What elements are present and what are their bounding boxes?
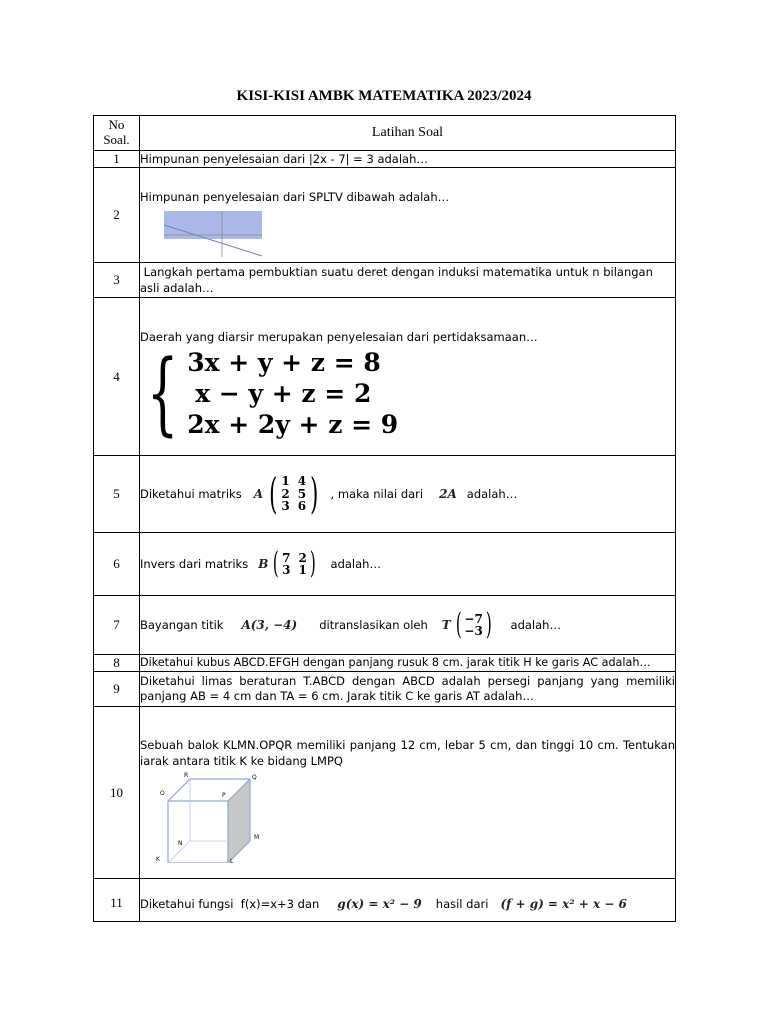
vertex-label-l: L xyxy=(230,857,234,863)
header-no: No Soal. xyxy=(94,116,140,151)
equation-system xyxy=(140,340,675,446)
row-number: 4 xyxy=(94,298,140,456)
table-row xyxy=(94,263,676,298)
question-text: Himpunan penyelesaian dari |2x - 7| = 3 adalah… xyxy=(140,151,676,168)
row-number: 1 xyxy=(94,151,140,168)
table-row xyxy=(94,168,676,263)
question-text: Himpunan penyelesaian dari SPLTV dibawah adalah… xyxy=(140,190,450,205)
equation-2: x − y + z = 2 xyxy=(195,379,372,409)
vertex-label-k: K xyxy=(156,855,160,863)
table-row xyxy=(94,707,676,879)
page-title: KISI-KISI AMBK MATEMATIKA 2023/2024 xyxy=(236,88,532,104)
question-text: Sebuah balok KLMN.OPQR memiliki panjang 12 cm, lebar 5 cm, dan tinggi 10 cm. Tentukan iarak antara titik K ke bidang LMPQ xyxy=(140,737,675,768)
matrix-a xyxy=(253,469,323,519)
shaded-region-graph xyxy=(164,211,264,257)
question-text: ditranslasikan oleh xyxy=(319,618,428,633)
paren-left-icon: ( xyxy=(455,607,462,643)
cuboid-diagram xyxy=(150,771,270,863)
paren-right-icon: ) xyxy=(310,469,319,519)
table-row xyxy=(94,879,676,922)
row-number: 9 xyxy=(94,672,140,707)
vertex-label-m: M xyxy=(254,833,260,841)
table-row xyxy=(94,298,676,456)
equation-3: 2x + 2y + z = 9 xyxy=(187,410,399,440)
matrix-cell: 1 xyxy=(281,474,290,489)
question-text: Langkah pertama pembuktian suatu deret dengan induksi matematika untuk n bilangan asli adalah… xyxy=(140,263,676,298)
expression-2a: 2A xyxy=(439,486,457,501)
question-text: Bayangan titik xyxy=(140,618,224,633)
brace-icon: { xyxy=(146,340,179,446)
table-header-row xyxy=(94,116,676,151)
equation-1: 3x + y + z = 8 xyxy=(187,347,381,377)
question-text: adalah… xyxy=(466,487,518,502)
question-text: hasil dari xyxy=(435,897,489,912)
paren-right-icon: ) xyxy=(485,607,492,643)
table-row xyxy=(94,456,676,533)
matrix-b xyxy=(258,546,318,582)
matrix-label: B xyxy=(258,556,269,571)
matrix-cell: 3 xyxy=(281,499,290,514)
matrix-cell: −7 xyxy=(464,611,483,626)
matrix-cell: 2 xyxy=(281,486,290,501)
matrix-label: T xyxy=(441,617,451,632)
matrix-cell: 2 xyxy=(298,550,307,565)
question-text: Diketahui kubus ABCD.EFGH dengan panjang rusuk 8 cm. jarak titik H ke garis AC adalah… xyxy=(140,655,676,672)
matrix-cell: 7 xyxy=(282,550,291,565)
shaded-triangle xyxy=(164,239,262,256)
expression-f-plus-g: (f + g) = x² + x − 6 xyxy=(500,896,627,911)
row-number: 7 xyxy=(94,596,140,655)
row-number: 5 xyxy=(94,456,140,533)
question-text: adalah… xyxy=(510,618,561,633)
matrix-label: A xyxy=(253,486,264,501)
expression-g: g(x) = x² − 9 xyxy=(337,896,422,911)
row-number: 11 xyxy=(94,879,140,922)
table-row xyxy=(94,533,676,596)
question-text: Diketahui limas beraturan T.ABCD dengan ABCD adalah persegi panjang yang memiliki panjang AB = 4 cm dan TA = 6 cm. Jarak titik C ke garis AT adalah… xyxy=(140,672,676,707)
table-row xyxy=(94,151,676,168)
question-text: adalah… xyxy=(330,557,381,572)
row-number: 6 xyxy=(94,533,140,596)
row-number: 2 xyxy=(94,168,140,263)
table-row xyxy=(94,596,676,655)
paren-left-icon: ( xyxy=(269,469,278,519)
question-text: , maka nilai dari xyxy=(330,487,424,502)
question-text: Daerah yang diarsir merupakan penyelesaian dari pertidaksamaan… xyxy=(140,329,538,344)
vertex-label-n: N xyxy=(178,839,183,847)
vertex-label-p: P xyxy=(222,791,226,799)
face-lmpq xyxy=(228,779,250,863)
row-number: 10 xyxy=(94,707,140,879)
vertex-label-r: R xyxy=(184,771,189,779)
matrix-cell: 6 xyxy=(297,499,307,514)
header-soal: Latihan Soal xyxy=(140,116,676,151)
row-number: 8 xyxy=(94,655,140,672)
vertex-label-o: O xyxy=(160,789,165,797)
paren-left-icon: ( xyxy=(273,546,280,582)
matrix-cell: 5 xyxy=(297,486,307,501)
question-text: Diketahui matriks xyxy=(140,487,242,502)
translation-vector xyxy=(441,607,495,643)
table-row xyxy=(94,655,676,672)
paren-right-icon: ) xyxy=(309,546,316,582)
question-text: Invers dari matriks xyxy=(140,557,249,572)
matrix-cell: −3 xyxy=(464,624,483,639)
question-text: Diketahui fungsi f(x)=x+3 dan xyxy=(140,897,320,912)
matrix-cell: 1 xyxy=(298,563,307,578)
matrix-cell: 3 xyxy=(282,563,291,578)
row-number: 3 xyxy=(94,263,140,298)
matrix-cell: 4 xyxy=(297,474,307,489)
question-table xyxy=(93,115,676,922)
vertex-label-q: Q xyxy=(252,773,257,781)
edge xyxy=(168,779,190,801)
point-a: A(3, −4) xyxy=(241,617,298,632)
table-row xyxy=(94,672,676,707)
